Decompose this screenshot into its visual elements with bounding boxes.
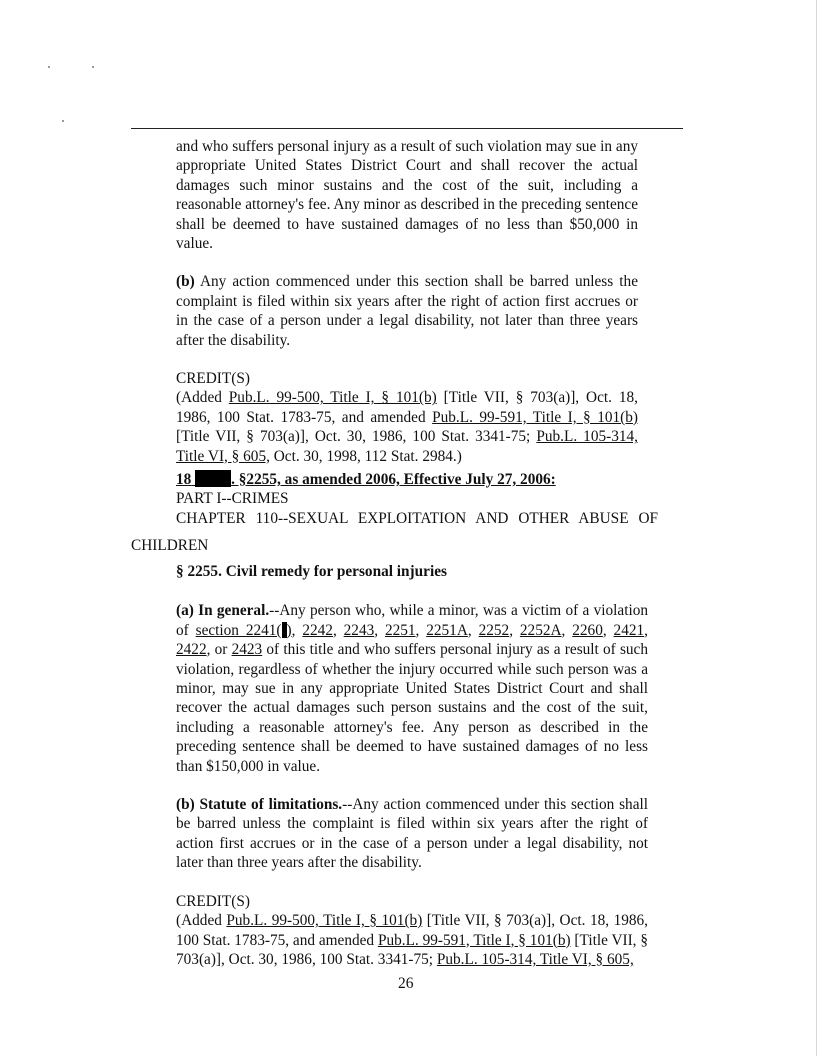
citation-link[interactable]: 2252 <box>478 621 510 639</box>
paragraph-b: (b) Any action commenced under this section shall be barred unless the complaint is filed within six years after the right of action first accrues or in the case of a person under a legal disability, not later than three years after the disability. <box>176 273 638 349</box>
subsection-label-a: (a) In general. <box>176 602 270 620</box>
subsection-a: (a) In general.--Any person who, while a minor, was a victim of a violation of section 2241( ), 2242, 2243, 2251, 2251A, 2252, 2252A, 2260, 2421, 2422, or 2423 of this title and who suffers personal injury as a result of such violation, regardless of whether the injury occurred while such person was a minor, may sue in any appropriate United States District Court and shall recover the actual damages such person sustains and the cost of the suit, including a reasonable attorney's fee. Any person as described in the preceding sentence shall be deemed to have sustained damages of no less than $150,000 in value. <box>176 602 648 775</box>
citation-link[interactable]: 2421 <box>613 621 645 639</box>
scan-speck <box>92 66 94 68</box>
page-number: 26 <box>398 975 414 992</box>
section-heading <box>176 470 656 528</box>
subsection-b: (b) Statute of limitations.--Any action commenced under this section shall be barred unless the complaint is filed within six years after the right of action first accrues or in the case of a person under a legal disability, not later than three years after the disability. <box>176 796 648 872</box>
credits-text: (Added Pub.L. 99-500, Title I, § 101(b) [Title VII, § 703(a)], Oct. 18, 1986, 100 Stat. 1783-75, and amended Pub.L. 99-591, Title I, § 101(b) [Title VII, § 703(a)], Oct. 30, 1986, 100 Stat. 3341-75; Pub.L. 105-314, Title VI, § 605, <box>176 912 649 968</box>
subsection-label-b: (b) <box>176 273 195 291</box>
credits-text: (Added Pub.L. 99-500, Title I, § 101(b) [Title VII, § 703(a)], Oct. 18, 1986, 100 Stat. 1783-75, and amended Pub.L. 99-591, Title I, § 101(b) [Title VII, § 703(a)], Oct. 30, 1986, 100 Stat. 3341-75; Pub.L. 105-314, Title VI, § 605, Oct. 30, 1998, 112 Stat. 2984.) <box>176 389 638 465</box>
header-rule <box>131 128 683 129</box>
scan-speck <box>48 66 50 68</box>
paragraph-a-continuation: and who suffers personal injury as a result of such violation may sue in any appropriate United States District Court and shall recover the actual damages such minor sustains and the cost of the suit, including a reasonable attorney's fee. Any minor as described in the preceding sentence shall be deemed to have sustained damages of no less than $50,000 in value. <box>176 138 638 253</box>
citation-link[interactable]: Pub.L. 105-314, Title VI, § 605, <box>436 950 634 968</box>
citation-link[interactable]: 2260 <box>572 621 603 639</box>
credits-heading: CREDIT(S) <box>176 892 250 910</box>
citation-link[interactable]: 2242 <box>302 621 333 639</box>
citation-link[interactable]: 2252A <box>519 621 562 639</box>
section-2255 <box>176 562 648 969</box>
citation-link[interactable]: Pub.L. 99-591, Title I, § 101(b) <box>377 931 571 949</box>
citation-link[interactable]: 2251A <box>426 621 468 639</box>
credits-heading: CREDIT(S) <box>176 370 250 388</box>
redaction-box <box>195 470 231 487</box>
subsection-label-b: (b) Statute of limitations. <box>176 796 343 814</box>
citation-link[interactable]: 2423 <box>231 641 263 659</box>
citation-link[interactable]: Pub.L. 99-591, Title I, § 101(b) <box>432 408 638 426</box>
scan-speck <box>62 120 64 122</box>
citation-link[interactable]: section 2241( ) <box>195 621 292 639</box>
citation-link[interactable]: 2251 <box>384 621 416 639</box>
citation-link[interactable]: 2243 <box>343 621 375 639</box>
citation-link[interactable]: Pub.L. 105-314, Title VI, § 605, <box>176 428 638 465</box>
citation-link[interactable]: Pub.L. 99-500, Title I, § 101(b) <box>226 912 423 930</box>
chapter-continuation: CHILDREN <box>131 537 209 554</box>
chapter-line: CHAPTER 110--SEXUAL EXPLOITATION AND OTHER ABUSE OF <box>176 509 658 527</box>
top-continuation <box>176 137 638 466</box>
citation-link[interactable]: Pub.L. 99-500, Title I, § 101(b) <box>228 389 437 407</box>
part-line: PART I--CRIMES <box>176 490 289 508</box>
citation-link[interactable]: 2422 <box>176 641 207 659</box>
statute-heading: 18 . §2255, as amended 2006, Effective July 27, 2006: <box>176 471 556 488</box>
section-title: § 2255. Civil remedy for personal injuries <box>176 563 447 580</box>
